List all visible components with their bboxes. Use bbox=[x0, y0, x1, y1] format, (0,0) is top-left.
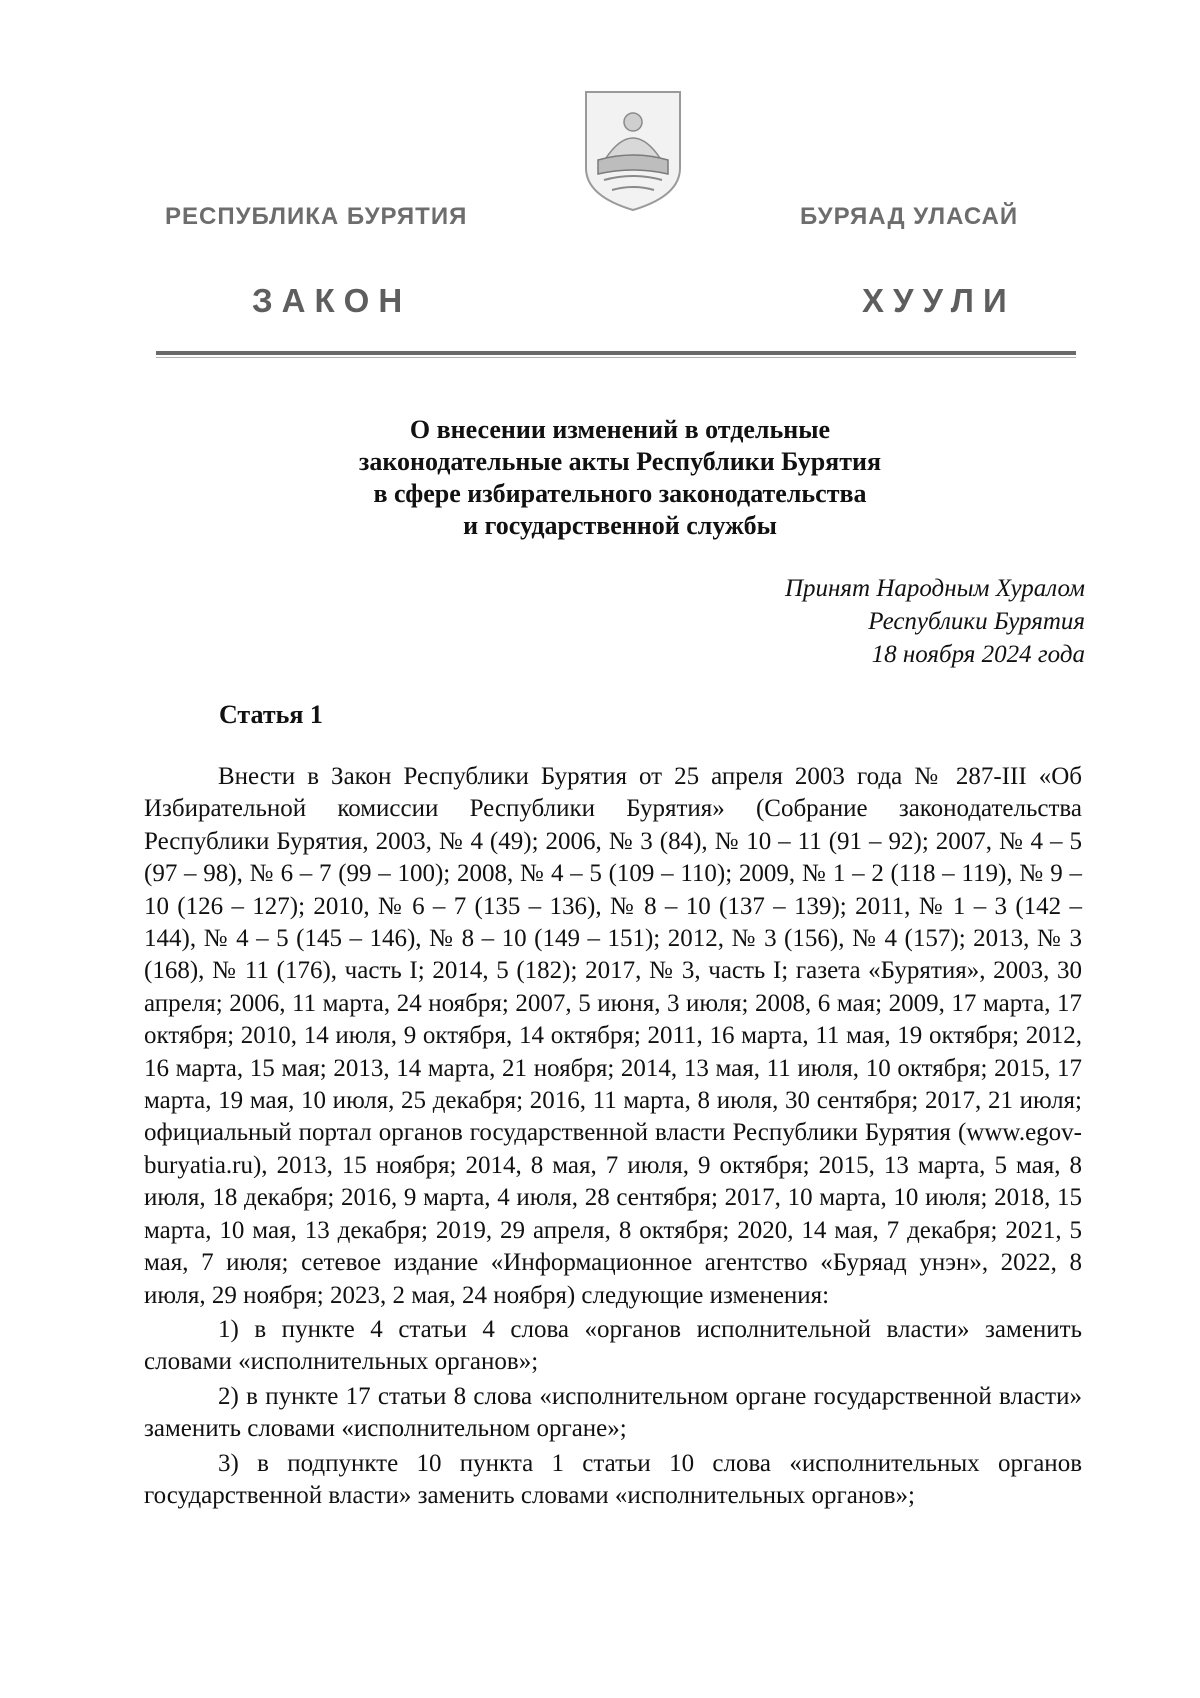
law-label-buryat: ХУУЛИ bbox=[862, 282, 1016, 319]
title-line: О внесении изменений в отдельные bbox=[409, 415, 831, 444]
title-line: законодательные акты Республики Бурятия bbox=[358, 447, 882, 476]
title-line: и государственной службы bbox=[463, 511, 777, 540]
coat-of-arms-icon bbox=[582, 88, 684, 214]
amendment-item: 2) в пункте 17 статьи 8 слова «исполнительном органе государственной власти» заменить словами «исполнительном органе»; bbox=[144, 1382, 1082, 1443]
paragraph: Внести в Закон Республики Бурятия от 25 апреля 2003 года № 287-III «Об Избирательной комиссии Республики Бурятия» (Собрание законодательства Республики Бурятия, 2003, № 4 (49); 2006, № 3 (84), № 10 – 11 (91 – 92); 2007, № 4 – 5 (97 – 98), № 6 – 7 (99 – 100); 2008, № 4 – 5 (109 – 110); 2009, № 1 – 2 (118 – 119), № 9 – 10 (126 – 127); 2010, № 6 – 7 (135 – 136), № 8 – 10 (137 – 139); 2011, № 1 – 3 (142 – 144), № 4 – 5 (145 – 146), № 8 – 10 (149 – 151); 2012, № 3 (156), № 4 (157); 2013, № 3 (168), № 11 (176), часть I; 2014, 5 (182); 2017, № 3, часть I; газета «Бурятия», 2003, 30 апреля; 2006, 11 марта, 24 ноября; 2007, 5 июня, 3 июля; 2008, 6 мая; 2009, 17 марта, 17 октября; 2010, 14 июля, 9 октября, 14 октября; 2011, 16 марта, 11 мая, 19 октября; 2012, 16 марта, 15 мая; 2013, 14 марта, 21 ноября; 2014, 13 мая, 11 июля, 10 октября; 2015, 17 марта, 19 мая, 10 июля, 25 декабря; 2016, 11 марта, 8 июля, 30 сентября; 2017, 21 июля; официальный портал органов государственной власти Республики Бурятия (www.egov-buryatia.ru), 2013, 15 ноября; 2014, 8 мая, 7 июля, 9 октября; 2015, 13 марта, 5 мая, 8 июля, 18 декабря; 2016, 9 марта, 4 июля, 28 сентября; 2017, 10 марта, 10 июля; 2018, 15 марта, 10 мая, 13 декабря; 2019, 29 апреля, 8 октября; 2020, 14 мая, 7 декабря; 2021, 5 мая, 7 июля; сетевое издание «Информационное агентство «Буряад унэн», 2022, 8 июля, 29 ноября; 2023, 2 мая, 24 ноября) следующие изменения: bbox=[144, 763, 1082, 1309]
adoption-note bbox=[785, 572, 1085, 671]
republic-name-russian: РЕСПУБЛИКА БУРЯТИЯ bbox=[165, 203, 468, 230]
header-divider bbox=[156, 351, 1076, 355]
article-body bbox=[144, 761, 1082, 1512]
law-title bbox=[200, 414, 1040, 542]
title-line: в сфере избирательного законодательства bbox=[373, 479, 867, 508]
amendment-item: 1) в пункте 4 статьи 4 слова «органов исполнительной власти» заменить словами «исполнительных органов»; bbox=[144, 1315, 1082, 1376]
adoption-line: Принят Народным Хуралом bbox=[784, 575, 1085, 602]
republic-name-buryat: БУРЯАД УЛАСАЙ bbox=[800, 203, 1019, 230]
adoption-line: 18 ноября 2024 года bbox=[871, 641, 1085, 668]
article-heading: Статья 1 bbox=[219, 700, 323, 729]
header-divider-thin bbox=[156, 357, 1076, 358]
amendment-item: 3) в подпункте 10 пункта 1 статьи 10 слова «исполнительных органов государственной власти» заменить словами «исполнительных органов»; bbox=[144, 1449, 1082, 1509]
adoption-line: Республики Бурятия bbox=[868, 608, 1085, 635]
law-label-russian: ЗАКОН bbox=[252, 282, 412, 319]
